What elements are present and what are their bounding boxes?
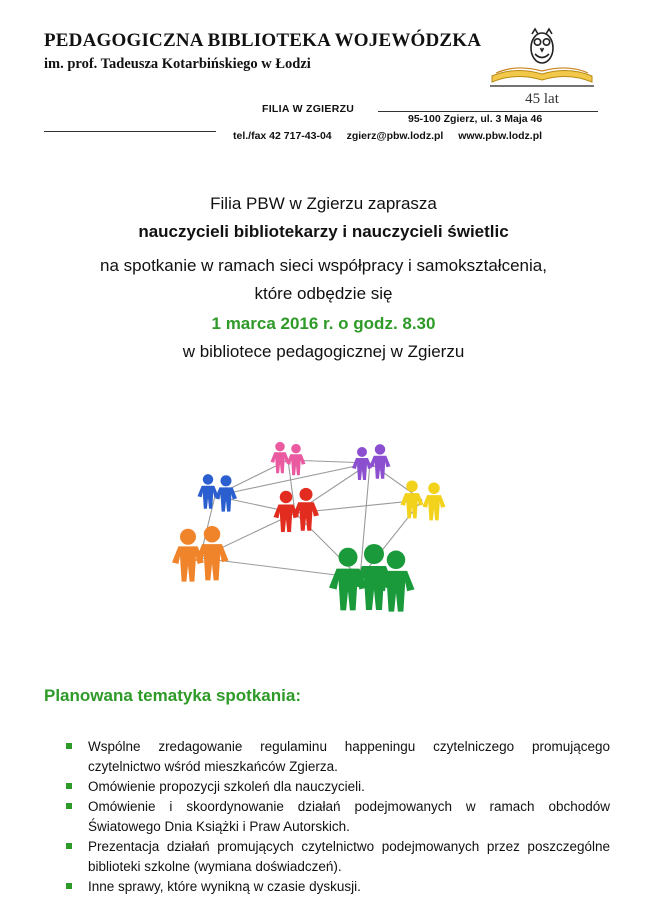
branch-divider <box>378 111 598 112</box>
institution-subtitle: im. prof. Tadeusza Kotarbińskiego w Łodzi <box>44 56 311 72</box>
bullet-icon <box>66 843 72 849</box>
list-item: Prezentacja działań promujących czytelnictwo podejmowanych przez poszczególne biblioteki szkolne (wymiana doświadczeń). <box>66 837 610 877</box>
orange-figures <box>172 526 229 582</box>
contact-line <box>233 130 542 142</box>
meeting-place: w bibliotece pedagogicznej w Zgierzu <box>182 342 465 361</box>
phone-number: tel./fax 42 717-43-04 <box>233 130 332 142</box>
invitation-line-4: które odbędzie się <box>254 284 393 303</box>
list-item: Wspólne zredagowanie regulaminu happeningu czytelniczego promującego czytelnictwo wśród mieszkańców Zgierza. <box>66 737 610 777</box>
purple-figures <box>352 444 391 480</box>
topics-title: Planowana tematyka spotkania: <box>44 686 301 705</box>
blue-figures <box>198 474 238 511</box>
list-item: Inne sprawy, które wynikną w czasie dyskusji. <box>66 877 610 897</box>
invitation-audience: nauczycieli bibliotekarzy i nauczycieli świetlic <box>138 222 509 241</box>
institution-name: PEDAGOGICZNA BIBLIOTEKA WOJEWÓDZKA <box>44 30 482 51</box>
invitation-line-1: Filia PBW w Zgierzu zaprasza <box>210 194 437 213</box>
pink-figures <box>271 442 306 475</box>
header-divider <box>44 131 216 132</box>
email-address[interactable]: zgierz@pbw.lodz.pl <box>346 130 444 142</box>
meeting-date: 1 marca 2016 r. o godz. 8.30 <box>211 314 436 333</box>
red-figures <box>274 488 320 532</box>
website-link[interactable]: www.pbw.lodz.pl <box>458 130 543 142</box>
list-item: Omówienie propozycji szkoleń dla nauczycieli. <box>66 777 610 797</box>
list-item: Omówienie i skoordynowanie działań podejmowanych w ramach obchodów Światowego Dnia Książki i Praw Autorskich. <box>66 797 610 837</box>
green-figures <box>329 544 415 612</box>
branch-address: 95-100 Zgierz, ul. 3 Maja 46 <box>408 113 543 125</box>
logo-anniversary-text: 45 lat <box>525 91 559 107</box>
branch-name: FILIA W ZGIERZU <box>262 103 355 115</box>
invitation-line-3: na spotkanie w ramach sieci współpracy i samokształcenia, <box>100 256 547 275</box>
yellow-figures <box>401 480 446 520</box>
bullet-icon <box>66 743 72 749</box>
bullet-icon <box>66 803 72 809</box>
topics-list <box>66 737 610 897</box>
network-people-illustration <box>160 408 505 648</box>
library-logo <box>486 26 598 116</box>
bullet-icon <box>66 783 72 789</box>
bullet-icon <box>66 883 72 889</box>
